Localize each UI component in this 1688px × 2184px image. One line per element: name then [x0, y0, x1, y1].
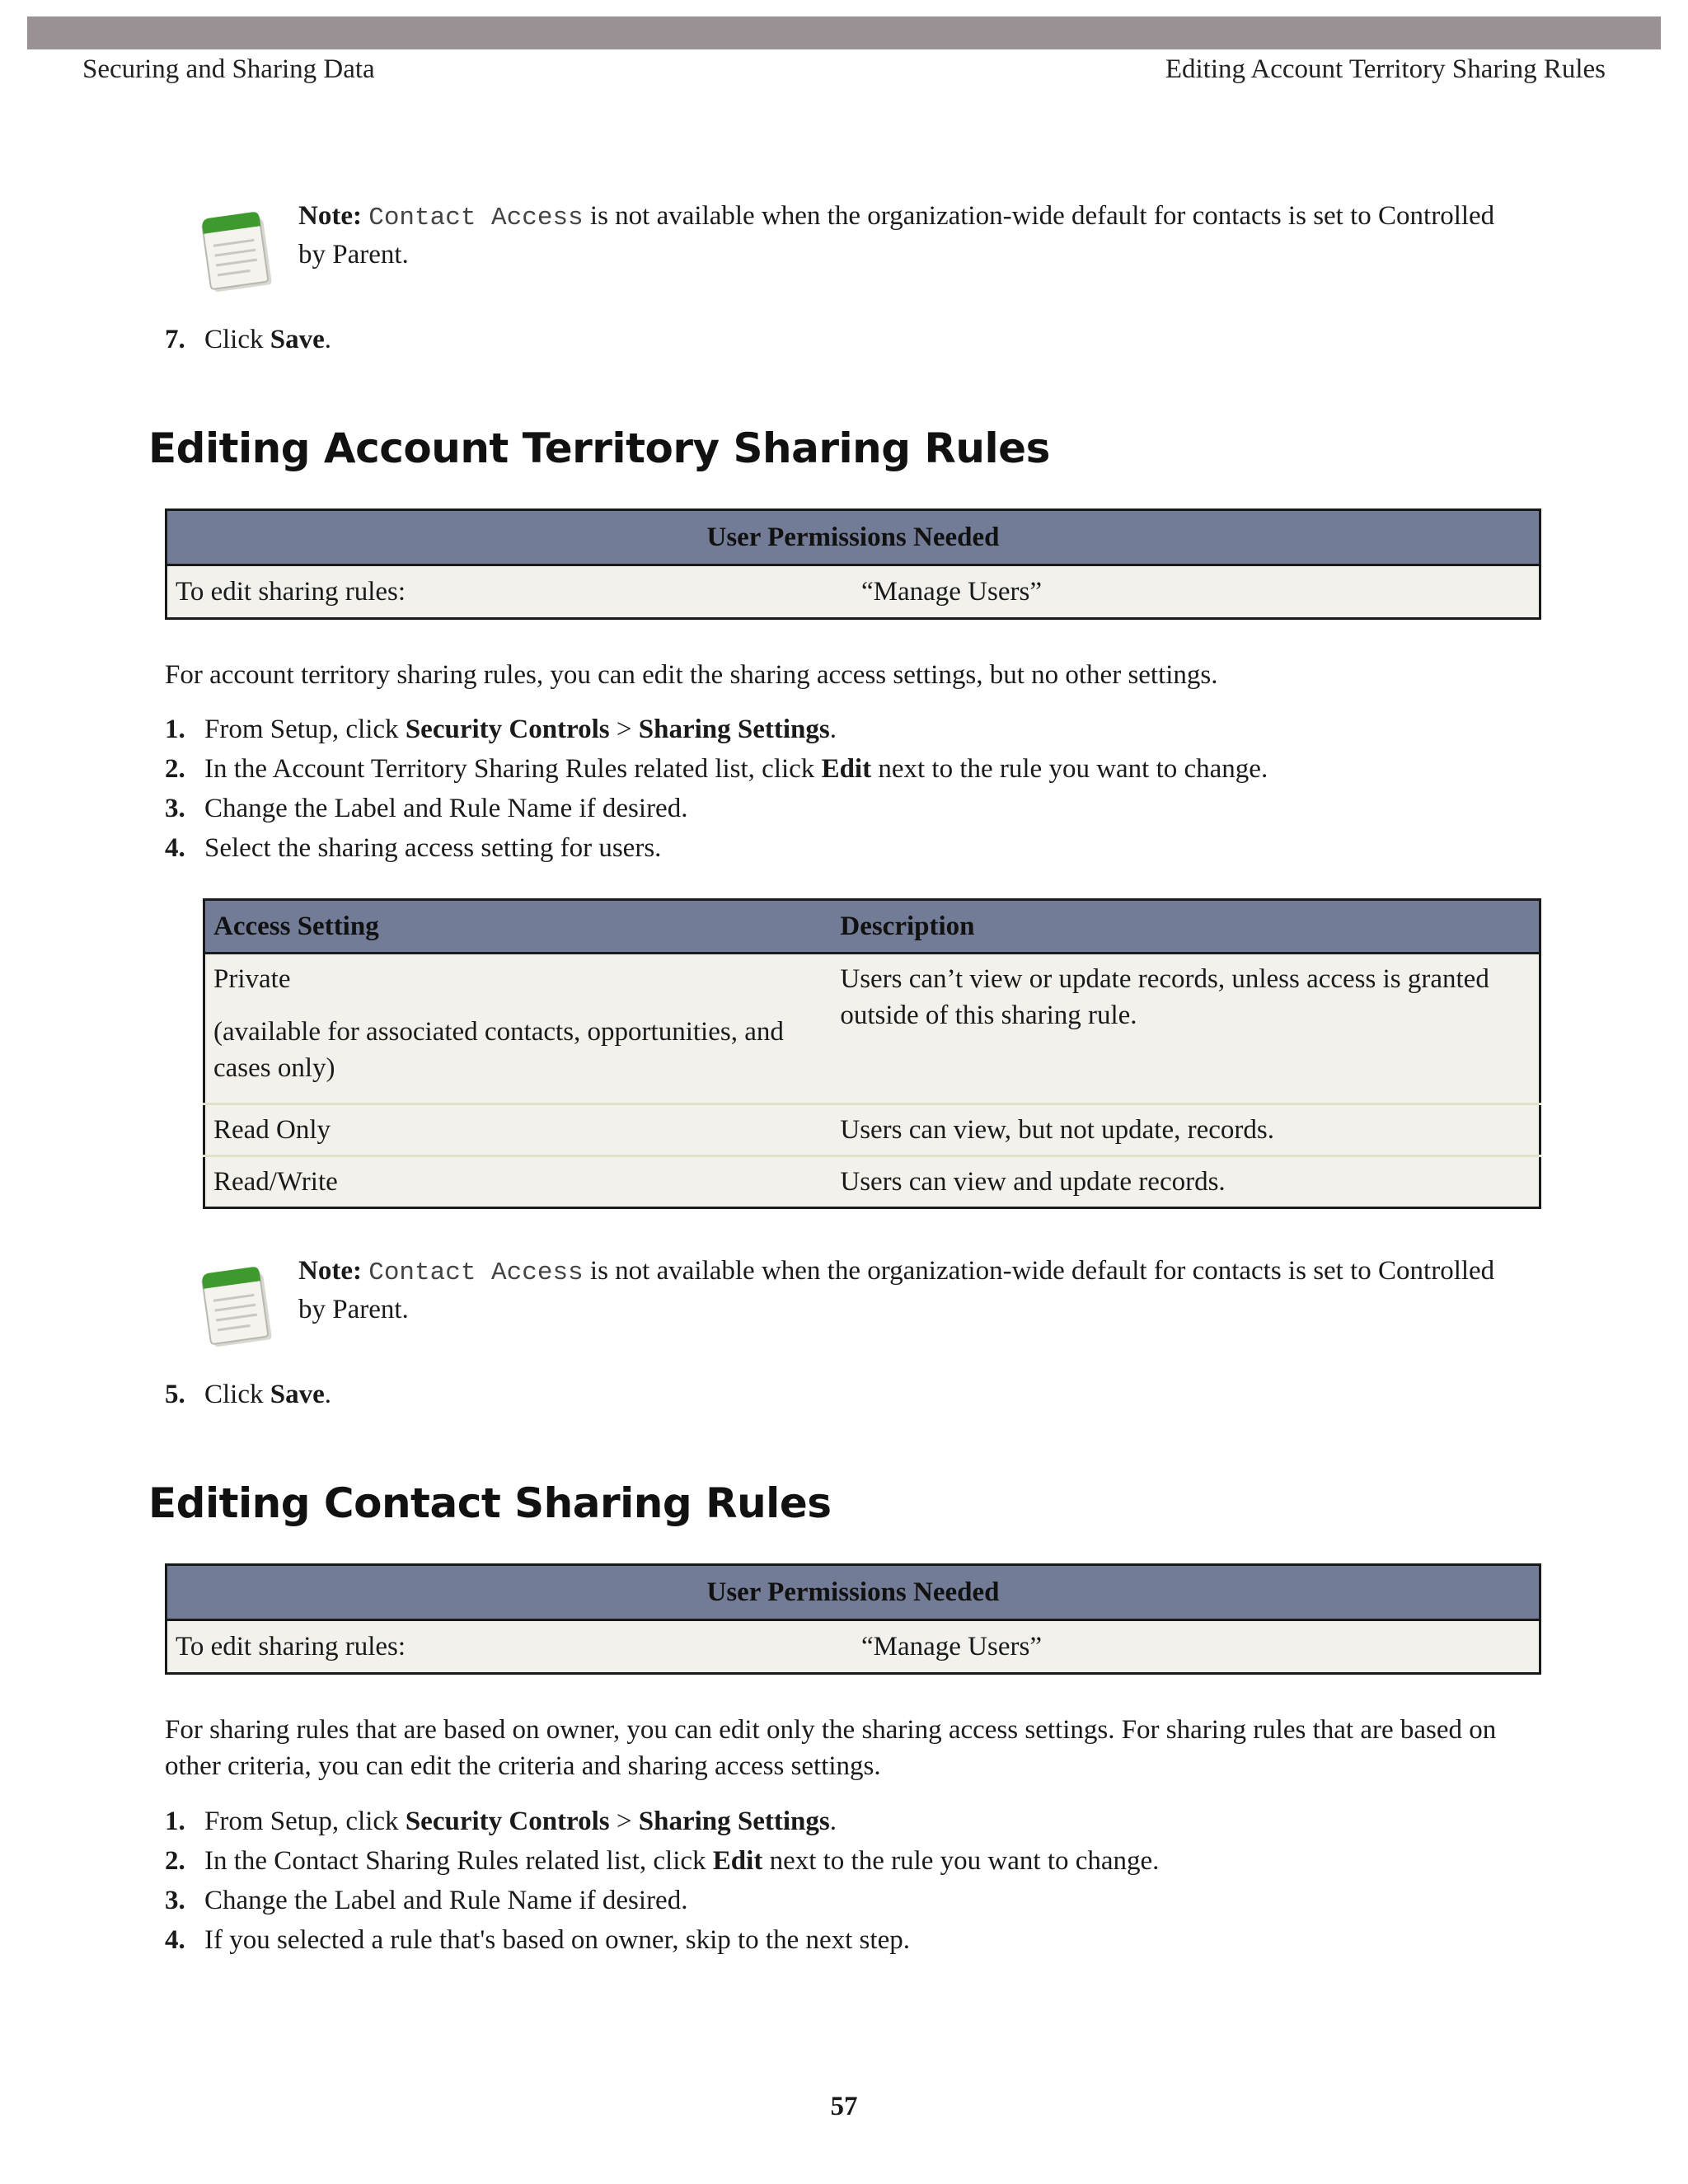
step-item [165, 1843, 1159, 1879]
ui-term: Save [270, 325, 325, 354]
page-number: 57 [830, 2092, 858, 2121]
step-text-end: . [324, 325, 331, 354]
permissions-table [165, 509, 1541, 620]
step-text: > [609, 715, 639, 744]
note-callout [198, 198, 1558, 297]
note-text [298, 1253, 1584, 1328]
table-cell: Users can view, but not update, records. [832, 1104, 1540, 1156]
step-text: If you selected a rule that's based on owner, skip to the next step. [204, 1925, 910, 1955]
ui-term: Edit [821, 754, 872, 784]
permissions-header: User Permissions Needed [166, 510, 1540, 565]
step-text: Change the Label and Rule Name if desired. [204, 1886, 688, 1915]
step-text: . [829, 715, 837, 744]
note-icon [198, 206, 280, 295]
step-number: 7. [165, 325, 185, 354]
note-label: Note: [298, 201, 362, 231]
note-text [298, 198, 1584, 273]
step-item [165, 1882, 687, 1919]
access-settings-table [203, 898, 1541, 1209]
note-callout [198, 1253, 1558, 1352]
table-cell: Read/Write [204, 1156, 832, 1208]
step-text: next to the rule you want to change. [762, 1846, 1160, 1876]
section-heading: Editing Contact Sharing Rules [148, 1479, 832, 1527]
step-number: 3. [165, 794, 185, 823]
permission-value: “Manage Users” [853, 565, 1540, 619]
step-item [165, 1803, 837, 1840]
step-text: Change the Label and Rule Name if desired. [204, 794, 688, 823]
table-row [204, 1156, 1540, 1208]
note-body: is not available when the organization-wide default for contacts is set to Controlled [583, 201, 1495, 231]
access-setting-note: (available for associated contacts, opportunities, and cases only) [213, 1017, 784, 1083]
ui-term: Save [270, 1380, 325, 1409]
ui-term: Edit [712, 1846, 763, 1876]
step-number: 5. [165, 1380, 185, 1409]
ui-term: Sharing Settings [638, 715, 830, 744]
step-text-end: . [324, 1380, 331, 1409]
table-row [204, 1104, 1540, 1156]
permissions-header: User Permissions Needed [166, 1565, 1540, 1620]
permissions-table [165, 1563, 1541, 1675]
step-text: Click [204, 325, 270, 354]
table-cell: Users can’t view or update records, unless access is granted outside of this sharing rule. [832, 954, 1540, 1104]
ui-term: Security Controls [405, 1807, 610, 1836]
step-number: 1. [165, 1807, 185, 1836]
header-bar [27, 16, 1661, 49]
note-body-cont: by Parent. [298, 1295, 409, 1324]
step-item [165, 711, 837, 748]
note-icon [198, 1261, 280, 1350]
step-item [165, 790, 687, 827]
step-text: From Setup, click [204, 715, 406, 744]
step-text: > [609, 1807, 639, 1836]
note-body-cont: by Parent. [298, 240, 409, 269]
ui-term: Security Controls [405, 715, 610, 744]
step-item [165, 830, 661, 866]
column-header: Description [832, 900, 1540, 954]
step-number: 2. [165, 754, 185, 784]
step-item [165, 1922, 910, 1958]
table-row [204, 954, 1540, 1104]
intro-paragraph: For account territory sharing rules, you can edit the sharing access settings, but no other settings. [165, 660, 1218, 690]
step-text: . [829, 1807, 837, 1836]
step-text: In the Contact Sharing Rules related list, click [204, 1846, 713, 1876]
code-term: Contact Access [368, 1258, 584, 1287]
step-text: Select the sharing access setting for users. [204, 833, 662, 863]
step-number: 4. [165, 833, 185, 863]
ui-term: Sharing Settings [638, 1807, 830, 1836]
step-text: Click [204, 1380, 270, 1409]
permission-label: To edit sharing rules: [166, 565, 854, 619]
note-label: Note: [298, 1256, 362, 1286]
step-number: 2. [165, 1846, 185, 1876]
column-header: Access Setting [204, 900, 832, 954]
access-setting: Private [213, 964, 291, 994]
step-number: 4. [165, 1925, 185, 1955]
step-text: next to the rule you want to change. [871, 754, 1268, 784]
step-text: From Setup, click [204, 1807, 406, 1836]
permission-label: To edit sharing rules: [166, 1620, 854, 1674]
table-cell [204, 954, 832, 1104]
step-number: 3. [165, 1886, 185, 1915]
section-heading: Editing Account Territory Sharing Rules [148, 424, 1050, 472]
table-cell: Users can view and update records. [832, 1156, 1540, 1208]
running-head-left: Securing and Sharing Data [82, 54, 375, 84]
table-cell: Read Only [204, 1104, 832, 1156]
step-item [165, 751, 1268, 787]
step-number: 1. [165, 715, 185, 744]
step-text: In the Account Territory Sharing Rules related list, click [204, 754, 822, 784]
permission-value: “Manage Users” [853, 1620, 1540, 1674]
intro-paragraph: For sharing rules that are based on owner, you can edit only the sharing access settings. For sharing rules that are based on other criteria, you can edit the criteria and sharing access settings. [165, 1715, 1497, 1781]
note-body: is not available when the organization-wide default for contacts is set to Controlled [583, 1256, 1495, 1286]
running-head-right: Editing Account Territory Sharing Rules [1165, 54, 1606, 84]
step-item [165, 1376, 331, 1413]
code-term: Contact Access [368, 204, 584, 232]
step-item [165, 321, 331, 358]
